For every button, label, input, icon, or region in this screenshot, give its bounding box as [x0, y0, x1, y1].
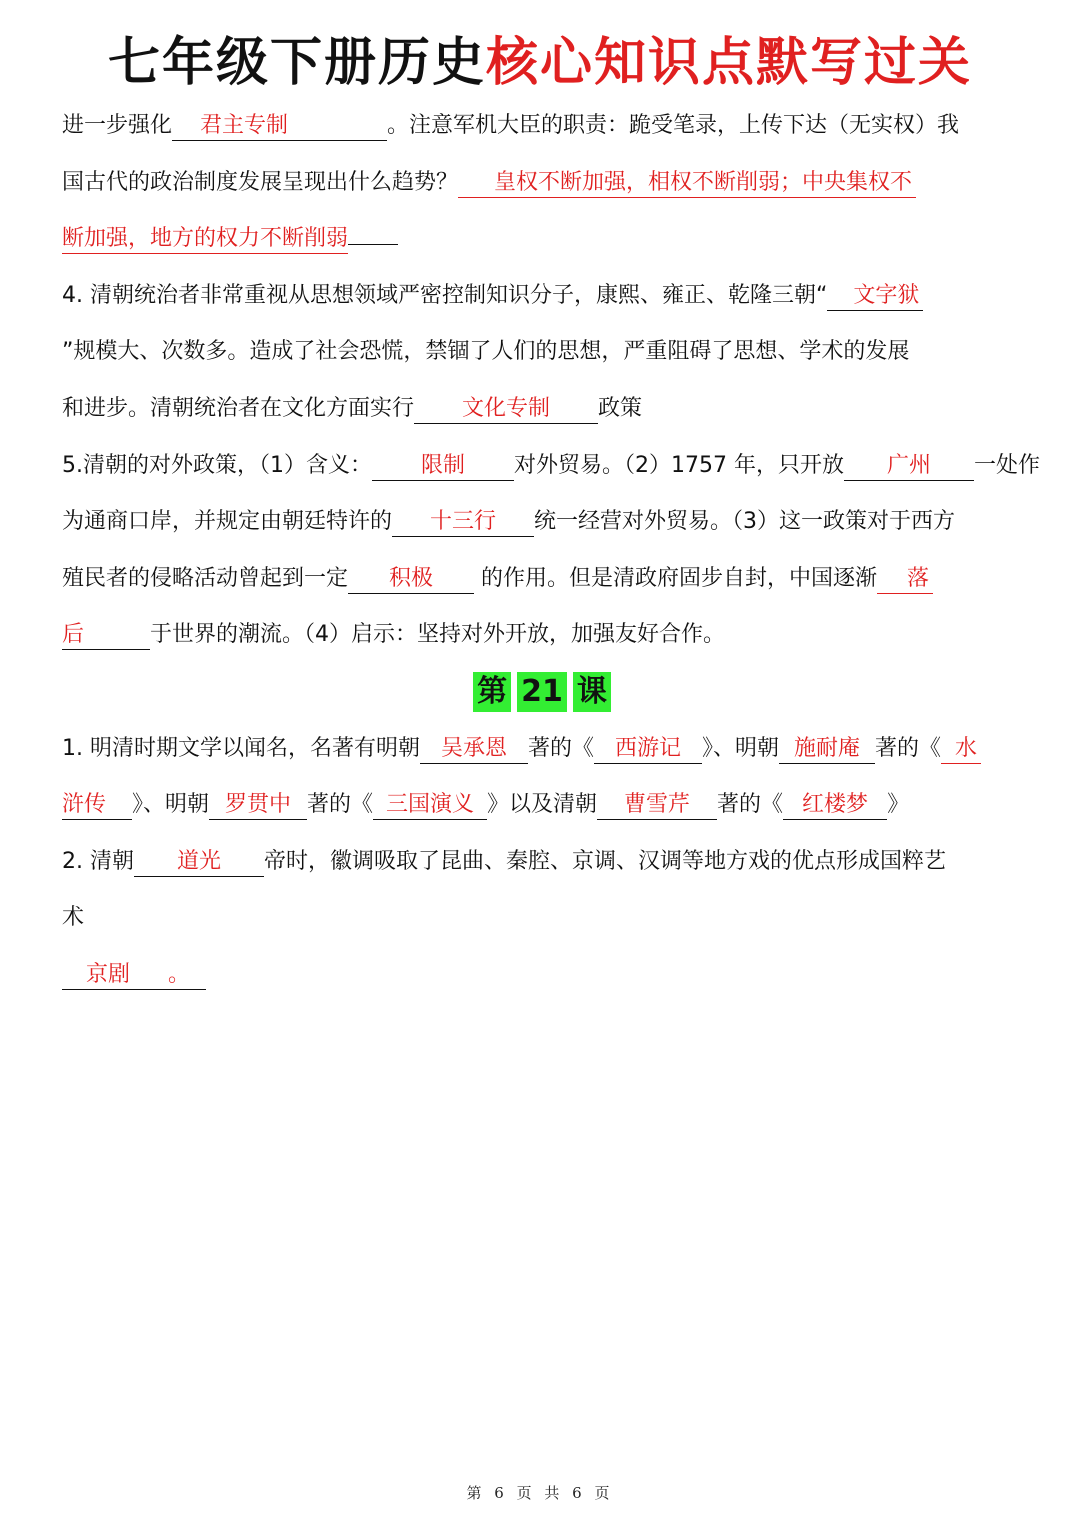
static-text: 》以及清朝: [487, 792, 598, 818]
title-part-red: 核心知识点默写过关: [486, 33, 973, 93]
answer-text: 京剧: [86, 961, 131, 987]
answer-blank: 十三行: [392, 508, 534, 537]
static-text: 国古代的政治制度发展呈现出什么趋势？: [62, 169, 459, 195]
text-line-11: [62, 721, 1022, 778]
text-line-13: [62, 834, 1022, 891]
static-text: 和进步。清朝统治者在文化方面实行: [62, 395, 415, 421]
text-line-6: [62, 381, 1022, 438]
text-line-7: [62, 438, 1040, 495]
static-text: 殖民者的侵略活动曾起到一定: [62, 565, 349, 591]
text-line-10: [62, 607, 1022, 664]
static-text: 5.清朝的对外政策，（1）含义：: [62, 452, 372, 478]
text-line-5: [62, 324, 1022, 381]
static-text: 。注意军机大臣的职责：跪受笔录，上传下达（无实权）我: [387, 113, 960, 138]
static-text: 》、明朝: [702, 735, 780, 761]
lesson-heading-suffix: 课: [573, 672, 611, 712]
static-text: 一处作: [973, 452, 1040, 478]
lesson-number: 21: [517, 672, 567, 712]
text-line-12: [62, 777, 1022, 834]
text-line-9: [62, 551, 1022, 608]
text-line-8: [62, 494, 1022, 551]
lesson-heading: [62, 664, 1022, 721]
worksheet-content: [62, 98, 1040, 1004]
static-text: 于世界的潮流。（4）启示：坚持对外开放，加强友好合作。: [150, 622, 725, 648]
page-footer: 第 6 页 共 6 页: [466, 1484, 614, 1502]
answer-blank: 曹雪芹: [597, 791, 717, 820]
answer-blank: 红楼梦: [783, 791, 887, 820]
text-line-4: [62, 268, 1022, 325]
static-text: 著的《: [528, 735, 595, 761]
answer-blank: 文字狱: [827, 282, 923, 311]
text-line-2: [62, 155, 1022, 212]
answer-blank: 积极: [348, 565, 474, 594]
answer-blank: 皇权不断加强，相权不断削弱；中央集权不: [458, 169, 916, 198]
text-line-14: [62, 890, 1022, 947]
answer-period: 。: [168, 961, 191, 987]
answer-blank: 道光: [134, 848, 264, 877]
answer-blank: 施耐庵: [779, 735, 875, 764]
static-text: 》: [887, 792, 910, 818]
answer-blank: 广州: [844, 452, 974, 481]
answer-blank: 吴承恩: [420, 735, 528, 764]
static-text: 著的《: [307, 792, 374, 818]
answer-blank-tail: [348, 244, 398, 245]
text-line-15: [62, 947, 1022, 1004]
text-line-1: [62, 98, 1022, 155]
static-text: 1. 明清时期文学以闻名，名著有明朝: [62, 735, 420, 761]
static-text: ”规模大、次数多。造成了社会恐慌，禁锢了人们的思想，严重阻碍了思想、学术的发展: [62, 339, 910, 365]
static-text: 政策: [598, 395, 643, 421]
answer-blank: 限制: [372, 452, 514, 481]
static-text: 为通商口岸，并规定由朝廷特许的: [62, 509, 393, 535]
static-text: 的作用。但是清政府固步自封，中国逐渐: [474, 565, 878, 591]
static-text: 著的《: [717, 792, 784, 818]
answer-blank: 浒传: [62, 791, 132, 820]
static-text: 帝时，徽调吸取了昆曲、秦腔、京调、汉调等地方戏的优点形成国粹艺: [263, 848, 946, 874]
answer-blank: 罗贯中: [209, 791, 307, 820]
static-text: 进一步强化: [62, 113, 173, 138]
static-text: 》、明朝: [132, 792, 210, 818]
answer-blank: 文化专制: [414, 395, 598, 424]
answer-blank: 三国演义: [373, 791, 487, 820]
page-title: [0, 28, 1080, 98]
answer-blank: 西游记: [594, 735, 702, 764]
answer-blank: 后: [62, 621, 150, 650]
title-part-black: 七年级下册历史: [107, 33, 486, 93]
static-text: 术: [62, 905, 85, 931]
static-text: 著的《: [875, 735, 942, 761]
static-text: 对外贸易。（2）1757 年，只开放: [514, 452, 844, 478]
static-text: 4. 清朝统治者非常重视从思想领域严密控制知识分子，康熙、雍正、乾隆三朝“: [62, 282, 828, 308]
static-text: 统一经营对外贸易。（3）这一政策对于西方: [534, 509, 956, 535]
answer-blank: [62, 961, 206, 990]
answer-blank: 断加强，地方的权力不断削弱: [62, 225, 348, 254]
text-line-3: [62, 211, 1022, 268]
answer-blank: 落: [877, 565, 933, 594]
static-text: 2. 清朝: [62, 848, 134, 874]
answer-blank: 君主专制: [172, 112, 387, 141]
answer-blank: 水: [941, 735, 981, 764]
lesson-heading-prefix: 第: [473, 672, 511, 712]
